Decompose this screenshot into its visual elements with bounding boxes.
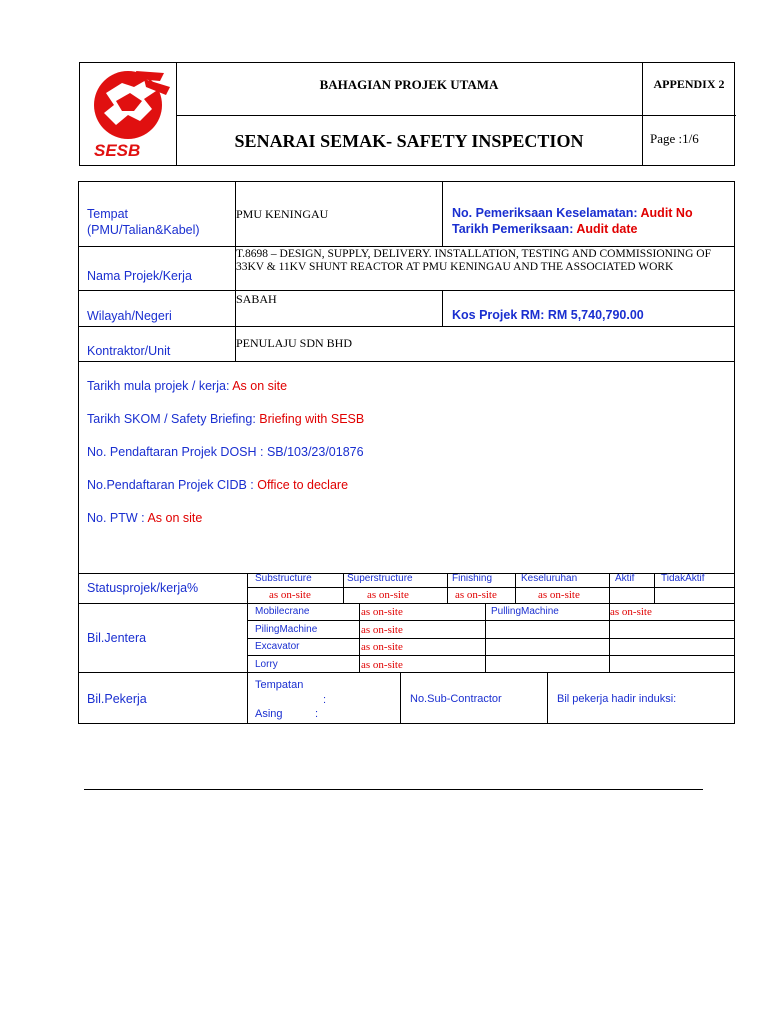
wilayah-label: Wilayah/Negeri bbox=[87, 309, 172, 323]
tarikh-pemeriksaan-label: Tarikh Pemeriksaan: bbox=[452, 222, 577, 236]
status-header-finishing: Finishing bbox=[452, 573, 493, 584]
status-value-substructure: as on-site bbox=[269, 589, 311, 601]
ptw-label: No. PTW : bbox=[87, 511, 148, 525]
cidb-label: No.Pendaftaran Projek CIDB : bbox=[87, 478, 258, 492]
no-pemeriksaan-value: Audit No bbox=[640, 206, 693, 220]
pekerja-tempatan-colon: : bbox=[323, 694, 327, 706]
status-header-keseluruhan: Keseluruhan bbox=[521, 573, 578, 584]
ptw bbox=[87, 511, 202, 525]
jentera-excavator: Excavator bbox=[255, 641, 300, 652]
appendix-label: APPENDIX 2 bbox=[653, 77, 725, 91]
jentera-lorry: Lorry bbox=[255, 659, 278, 670]
jentera-excavator-value: as on-site bbox=[361, 641, 403, 653]
bottom-divider bbox=[84, 789, 703, 790]
jentera-pilingmachine: PilingMachine bbox=[255, 624, 318, 635]
kos-projek: Kos Projek RM: RM 5,740,790.00 bbox=[452, 308, 644, 322]
pekerja-label: Bil.Pekerja bbox=[87, 692, 147, 706]
status-header-superstructure: Superstructure bbox=[347, 573, 413, 584]
sesb-logo bbox=[86, 65, 172, 165]
status-header-aktif: Aktif bbox=[615, 573, 635, 584]
page-number: Page :1/6 bbox=[650, 131, 699, 146]
tarikh-mula-value: As on site bbox=[232, 379, 288, 393]
sub-contractor-label: No.Sub-Contractor bbox=[410, 693, 502, 705]
nama-projek-value: T.8698 – DESIGN, SUPPLY, DELIVERY. INSTALLATION, TESTING AND COMMISSIONING OF 33KV & 11KV SHUNT REACTOR AT PMU KENINGAU AND THE ASSOCIATED WORK bbox=[236, 248, 711, 273]
tempat-sublabel: (PMU/Talian&Kabel) bbox=[87, 223, 200, 237]
logo-text: SESB bbox=[94, 141, 141, 160]
no-pemeriksaan-label: No. Pemeriksaan Keselamatan: bbox=[452, 206, 641, 220]
cidb-registration bbox=[87, 478, 348, 492]
inspection-form bbox=[78, 181, 735, 724]
tarikh-pemeriksaan bbox=[452, 222, 637, 236]
pekerja-tempatan: Tempatan bbox=[255, 679, 304, 691]
tarikh-mula-label: Tarikh mula projek / kerja: bbox=[87, 379, 233, 393]
status-value-finishing: as on-site bbox=[455, 589, 497, 601]
jentera-pullingmachine-value: as on-site bbox=[610, 606, 652, 618]
department-name: BAHAGIAN PROJEK UTAMA bbox=[319, 77, 499, 92]
tarikh-skom bbox=[87, 412, 364, 426]
document-title: SENARAI SEMAK- SAFETY INSPECTION bbox=[234, 131, 584, 151]
status-label: Statusprojek/kerja% bbox=[87, 581, 199, 595]
no-pemeriksaan bbox=[452, 206, 693, 220]
status-value-keseluruhan: as on-site bbox=[538, 589, 580, 601]
nama-projek-label: Nama Projek/Kerja bbox=[87, 269, 192, 283]
tarikh-skom-value: Briefing with SESB bbox=[259, 412, 365, 426]
jentera-pullingmachine: PullingMachine bbox=[491, 606, 559, 617]
kontraktor-label: Kontraktor/Unit bbox=[87, 344, 171, 358]
kontraktor-value: PENULAJU SDN BHD bbox=[236, 336, 353, 350]
tarikh-skom-label: Tarikh SKOM / Safety Briefing: bbox=[87, 412, 260, 426]
wilayah-value: SABAH bbox=[236, 292, 277, 306]
jentera-mobilecrane-value: as on-site bbox=[361, 606, 403, 618]
jentera-mobilecrane: Mobilecrane bbox=[255, 606, 310, 617]
status-header-substructure: Substructure bbox=[255, 573, 312, 584]
status-value-superstructure: as on-site bbox=[367, 589, 409, 601]
induksi-label: Bil pekerja hadir induksi: bbox=[557, 693, 677, 705]
sesb-logo-icon bbox=[86, 65, 172, 145]
status-header-tidakaktif: TidakAktif bbox=[661, 573, 705, 584]
tempat-label: Tempat bbox=[87, 207, 128, 221]
ptw-value: As on site bbox=[147, 511, 203, 525]
pekerja-asing-colon: : bbox=[315, 708, 319, 720]
tempat-value: PMU KENINGAU bbox=[236, 207, 329, 221]
dosh-registration: No. Pendaftaran Projek DOSH : SB/103/23/01876 bbox=[87, 445, 364, 459]
cidb-value: Office to declare bbox=[257, 478, 349, 492]
tarikh-pemeriksaan-value: Audit date bbox=[576, 222, 638, 236]
tarikh-mula bbox=[87, 379, 287, 393]
jentera-lorry-value: as on-site bbox=[361, 659, 403, 671]
pekerja-asing: Asing bbox=[255, 708, 283, 720]
document-header bbox=[79, 62, 735, 166]
jentera-label: Bil.Jentera bbox=[87, 631, 147, 645]
jentera-pilingmachine-value: as on-site bbox=[361, 624, 403, 636]
